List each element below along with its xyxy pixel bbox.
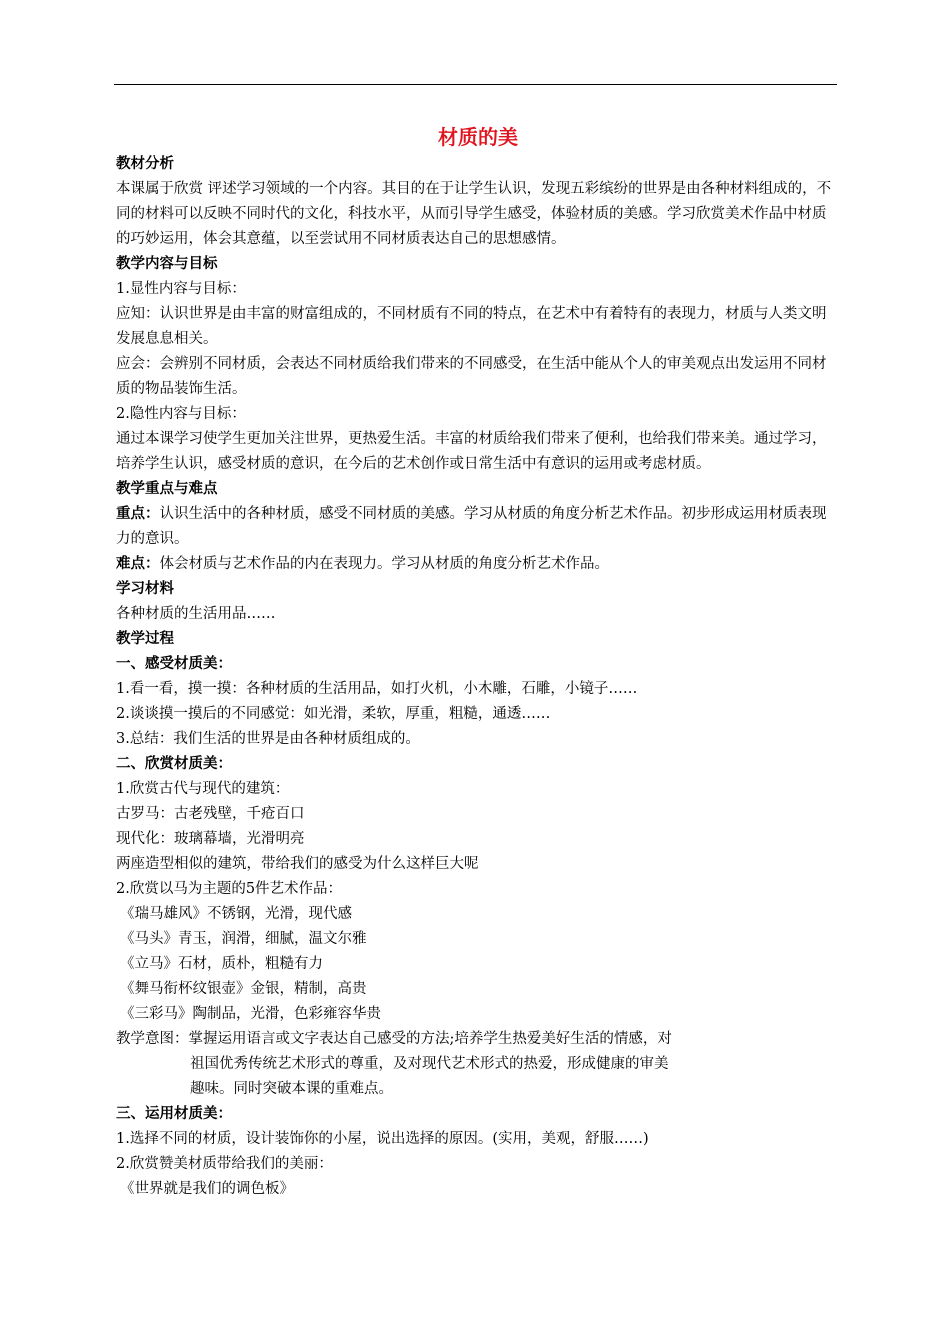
key-point-label: 重点： — [116, 506, 160, 522]
section-heading-textbook-analysis: 教材分析 — [116, 156, 174, 172]
artwork-item: 《马头》青玉，润滑，细腻，温文尔雅 — [120, 931, 367, 947]
explicit-goals-item: 1.显性内容与目标： — [116, 281, 246, 297]
list-item: 1.欣赏古代与现代的建筑： — [116, 781, 290, 797]
list-item: 2.谈谈摸一摸后的不同感觉：如光滑，柔软，厚重，粗糙，通透…… — [116, 706, 551, 722]
implicit-goals-item: 2.隐性内容与目标： — [116, 406, 246, 422]
key-point-text: 认识生活中的各种材质，感受不同材质的美感。学习从材质的角度分析艺术作品。初步形成运用材质表现力的意识。 — [116, 506, 827, 547]
section-heading-key-points: 教学重点与难点 — [116, 481, 218, 497]
teaching-intent-line: 趣味。同时突破本课的重难点。 — [190, 1081, 393, 1097]
should-do-paragraph: 应会：会辨别不同材质，会表达不同材质给我们带来的不同感受，在生活中能从个人的审美观点出发运用不同材质的物品装饰生活。 — [116, 356, 827, 397]
list-item: 1.选择不同的材质，设计装饰你的小屋，说出选择的原因。(实用，美观，舒服……) — [116, 1131, 649, 1147]
list-item: 2.欣赏以马为主题的5件艺术作品： — [116, 881, 343, 897]
part-heading-apply: 三、运用材质美： — [116, 1106, 232, 1122]
section-heading-materials: 学习材料 — [116, 581, 174, 597]
list-item: 古罗马：古老残壁，千疮百口 — [116, 806, 305, 822]
artwork-item: 《立马》石材，质朴，粗糙有力 — [120, 956, 323, 972]
document-body — [116, 122, 840, 1202]
part-heading-feel: 一、感受材质美： — [116, 656, 232, 672]
artwork-item: 《瑞马雄风》不锈钢，光滑，现代感 — [120, 906, 352, 922]
list-item: 现代化：玻璃幕墙，光滑明亮 — [116, 831, 305, 847]
list-item: 2.欣赏赞美材质带给我们的美丽： — [116, 1156, 333, 1172]
difficulty-text: 体会材质与艺术作品的内在表现力。学习从材质的角度分析艺术作品。 — [159, 556, 609, 572]
teaching-intent-line: 祖国优秀传统艺术形式的尊重，及对现代艺术形式的热爱，形成健康的审美 — [190, 1056, 669, 1072]
section-heading-content-goals: 教学内容与目标 — [116, 256, 218, 272]
difficulty-label: 难点： — [116, 556, 160, 572]
materials-paragraph: 各种材质的生活用品…… — [116, 606, 276, 622]
textbook-analysis-paragraph: 本课属于欣赏 评述学习领域的一个内容。其目的在于让学生认识，发现五彩缤纷的世界是由各种材料组成的，不同的材料可以反映不同时代的文化，科技水平，从而引导学生感受，体验材质的美感。学习欣赏美术作品中材质的巧妙运用，体会其意蕴，以至尝试用不同材质表达自己的思想感情。 — [116, 181, 832, 247]
header-rule — [114, 84, 837, 85]
list-item: 两座造型相似的建筑，带给我们的感受为什么这样巨大呢 — [116, 856, 479, 872]
list-item: 《世界就是我们的调色板》 — [120, 1181, 294, 1197]
section-heading-process: 教学过程 — [116, 631, 174, 647]
artwork-item: 《三彩马》陶制品，光滑，色彩雍容华贵 — [120, 1006, 381, 1022]
document-title: 材质的美 — [438, 125, 518, 149]
list-item: 3.总结：我们生活的世界是由各种材质组成的。 — [116, 731, 420, 747]
list-item: 1.看一看，摸一摸：各种材质的生活用品，如打火机，小木雕，石雕，小镜子…… — [116, 681, 638, 697]
teaching-intent-line: 教学意图：掌握运用语言或文字表达自己感受的方法;培养学生热爱美好生活的情感，对 — [116, 1031, 672, 1047]
should-know-paragraph: 应知：认识世界是由丰富的财富组成的，不同材质有不同的特点，在艺术中有着特有的表现力，材质与人类文明发展息息相关。 — [116, 306, 827, 347]
artwork-item: 《舞马衔杯纹银壶》金银，精制，高贵 — [120, 981, 367, 997]
part-heading-appreciate: 二、欣赏材质美： — [116, 756, 232, 772]
key-point-paragraph — [116, 502, 840, 552]
implicit-goals-paragraph: 通过本课学习使学生更加关注世界，更热爱生活。丰富的材质给我们带来了便利，也给我们带来美。通过学习，培养学生认识，感受材质的意识，在今后的艺术创作或日常生活中有意识的运用或考虑材质。 — [116, 431, 827, 472]
difficulty-paragraph — [116, 552, 840, 577]
